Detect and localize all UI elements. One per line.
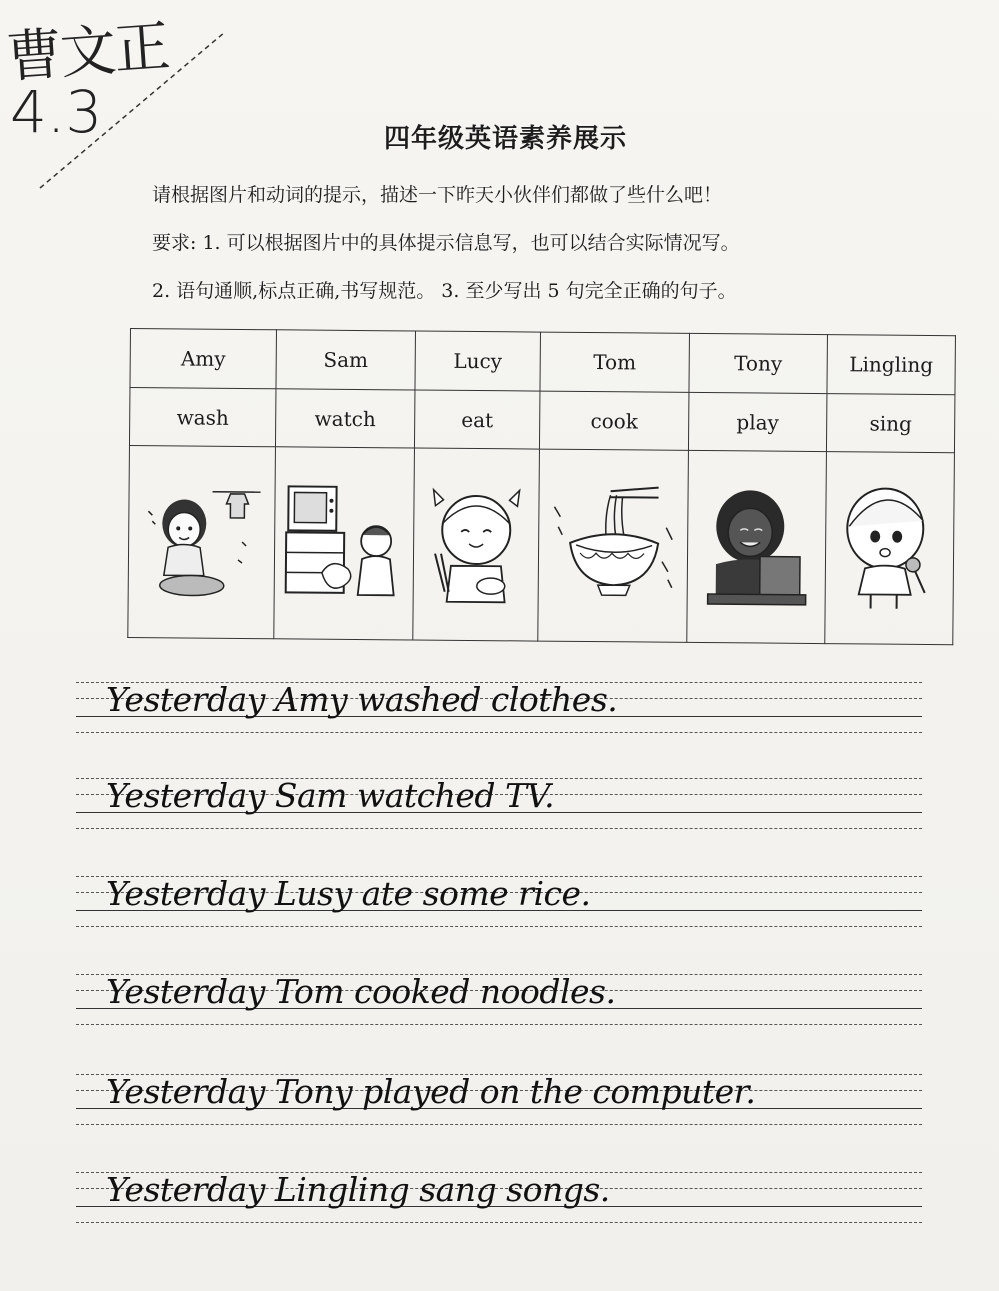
dashed-guide-line bbox=[76, 828, 922, 829]
girl-at-computer-icon bbox=[701, 484, 812, 609]
dashed-guide-line bbox=[76, 732, 922, 733]
names-row bbox=[130, 329, 955, 396]
writing-line-4[interactable] bbox=[76, 968, 922, 1028]
handwritten-answer: Yesterday Sam watched TV. bbox=[106, 776, 555, 815]
page-title: 四年级英语素养展示 bbox=[384, 124, 628, 154]
name-cell: Sam bbox=[276, 330, 416, 391]
verbs-row bbox=[129, 388, 954, 453]
writing-line-3[interactable] bbox=[76, 870, 922, 930]
writing-line-6[interactable] bbox=[76, 1166, 922, 1226]
instruction-line-1: 请根据图片和动词的提示，描述一下昨天小伙伴们都做了些什么吧！ bbox=[152, 184, 723, 206]
girl-eating-icon bbox=[421, 482, 532, 607]
handwritten-answer: Yesterday Lingling sang songs. bbox=[106, 1170, 610, 1209]
verb-cell: sing bbox=[826, 394, 954, 452]
verb-cell: wash bbox=[129, 388, 275, 447]
name-cell: Lingling bbox=[827, 335, 956, 395]
picture-cell bbox=[538, 449, 689, 643]
dashed-guide-line bbox=[76, 1024, 922, 1025]
name-cell: Tom bbox=[540, 332, 690, 393]
name-cell: Tony bbox=[689, 333, 828, 394]
writing-line-5[interactable] bbox=[76, 1068, 922, 1128]
writing-line-1[interactable] bbox=[76, 676, 922, 736]
picture-cell bbox=[274, 447, 415, 640]
pictures-row bbox=[128, 445, 955, 644]
dashed-guide-line bbox=[76, 1222, 922, 1223]
picture-cell bbox=[825, 451, 955, 644]
verb-cell: eat bbox=[414, 390, 539, 448]
instruction-line-2: 要求: 1. 可以根据图片中的具体提示信息写，也可以结合实际情况写。 bbox=[152, 232, 740, 254]
name-cell: Lucy bbox=[415, 331, 541, 391]
girl-washing-clothes-icon bbox=[141, 481, 262, 602]
picture-cell bbox=[413, 448, 540, 641]
handwritten-answer: Yesterday Lusy ate some rice. bbox=[106, 874, 591, 913]
handwritten-student-name: 曹文正 bbox=[4, 14, 171, 91]
handwritten-answer: Yesterday Tom cooked noodles. bbox=[106, 972, 616, 1011]
verb-cell: play bbox=[688, 393, 826, 452]
verb-cell: cook bbox=[539, 391, 688, 450]
picture-cell bbox=[128, 445, 276, 639]
boy-watching-tv-icon bbox=[282, 481, 407, 606]
dashed-guide-line bbox=[76, 1124, 922, 1125]
name-cell: Amy bbox=[130, 329, 277, 390]
dashed-guide-line bbox=[76, 926, 922, 927]
handwritten-answer: Yesterday Tony played on the computer. bbox=[106, 1072, 756, 1111]
prompt-table bbox=[127, 328, 956, 645]
handwritten-score: 4.3 bbox=[10, 78, 103, 146]
girl-singing-icon bbox=[834, 483, 945, 614]
bowl-of-noodles-icon bbox=[548, 483, 679, 608]
verb-cell: watch bbox=[275, 389, 414, 448]
instruction-line-3: 2. 语句通顺,标点正确,书写规范。 3. 至少写出 5 句完全正确的句子。 bbox=[152, 280, 737, 302]
handwritten-answer: Yesterday Amy washed clothes. bbox=[106, 680, 618, 719]
writing-line-2[interactable] bbox=[76, 772, 922, 832]
picture-cell bbox=[687, 450, 827, 643]
